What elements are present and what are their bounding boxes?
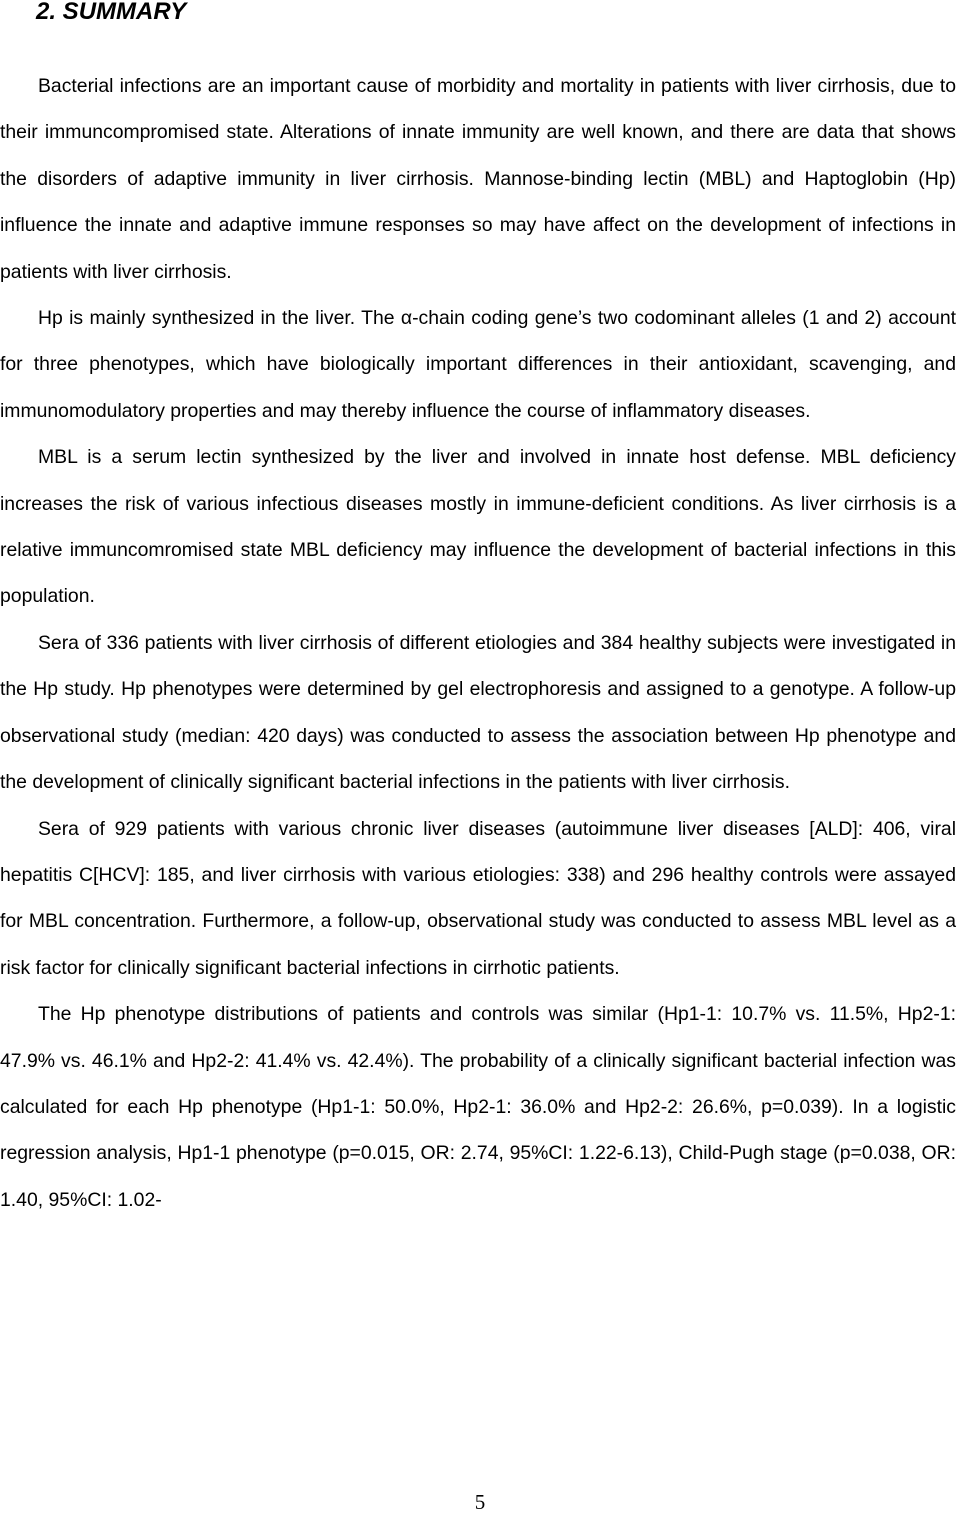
section-heading: 2. SUMMARY — [36, 0, 187, 25]
paragraph-mbl: MBL is a serum lectin synthesized by the liver and involved in innate host defense. MBL deficiency increases the risk of various infectious diseases mostly in immune-deficient conditions. As liver cirrhosis is a relative immuncomromised state MBL deficiency may influence the development of bacterial infections in this population. — [0, 446, 956, 608]
paragraph-hp-study-methods: Sera of 336 patients with liver cirrhosis of different etiologies and 384 healthy subjects were investigated in the Hp study. Hp phenotypes were determined by gel electrophoresis and assigned to a genotype. A follow-up observational study (median: 420 days) was conducted to assess the association between Hp phenotype and the development of clinically significant bacterial infections in the patients with liver cirrhosis. — [0, 631, 956, 794]
paragraph-results: The Hp phenotype distributions of patients and controls was similar (Hp1-1: 10.7% vs. 11.5%, Hp2-1: 47.9% vs. 46.1% and Hp2-2: 41.4% vs. 42.4%). The probability of a clinically significant bacterial infection was calculated for each Hp phenotype (Hp1-1: 50.0%, Hp2-1: 36.0% and Hp2-2: 26.6%, p=0.039). In a logistic regression analysis, Hp1-1 phenotype (p=0.015, OR: 2.74, 95%CI: 1.22-6.13), Child-Pugh stage (p=0.038, OR: 1.40, 95%CI: 1.02- — [0, 1003, 956, 1211]
paragraph-intro: Bacterial infections are an important cause of morbidity and mortality in patients with liver cirrhosis, due to their immuncompromised state. Alterations of innate immunity are well known, and there are data that shows the disorders of adaptive immunity in liver cirrhosis. Mannose-binding lectin (MBL) and Haptoglobin (Hp) influence the innate and adaptive immune responses so may have affect on the development of infections in patients with liver cirrhosis. — [0, 75, 956, 283]
summary-body — [0, 63, 956, 1223]
paragraph-mbl-study-methods: Sera of 929 patients with various chronic liver diseases (autoimmune liver diseases [ALD]: 406, viral hepatitis C[HCV]: 185, and liver cirrhosis with various etiologies: 338) and 296 healthy controls were assayed for MBL concentration. Furthermore, a follow-up, observational study was conducted to assess MBL level as a risk factor for clinically significant bacterial infections in cirrhotic patients. — [0, 817, 956, 979]
paragraph-haptoglobin: Hp is mainly synthesized in the liver. The α-chain coding gene’s two codominant alleles (1 and 2) account for three phenotypes, which have biologically important differences in their antioxidant, scavenging, and immunomodulatory properties and may thereby influence the course of inflammatory diseases. — [0, 307, 956, 422]
page-number: 5 — [474, 1490, 486, 1514]
